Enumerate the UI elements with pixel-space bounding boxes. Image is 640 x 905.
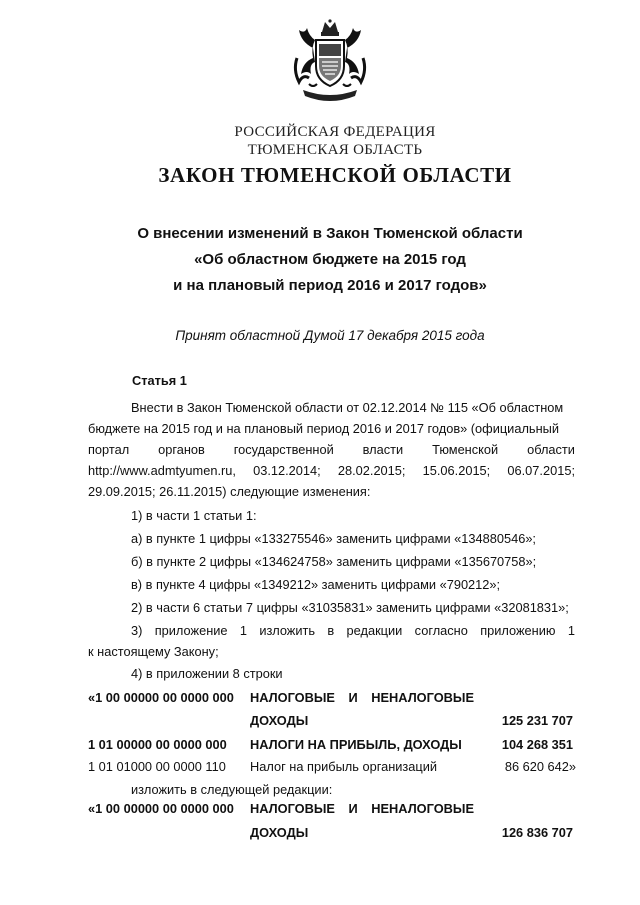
intro-line-1: Внести в Закон Тюменской области от 02.12.2014 № 115 «Об областном bbox=[131, 400, 564, 415]
word: государственной bbox=[233, 442, 334, 457]
item-4: 4) в приложении 8 строки bbox=[131, 666, 283, 681]
budget-name-line-2: ДОХОДЫ bbox=[250, 713, 309, 728]
item-3-line-1 bbox=[131, 623, 575, 638]
word: редакции bbox=[346, 623, 403, 638]
law-title: ЗАКОН ТЮМЕНСКОЙ ОБЛАСТИ bbox=[158, 163, 512, 187]
word: изложить bbox=[259, 623, 316, 638]
link-text: http://www.admtyumen.ru, bbox=[88, 463, 236, 478]
budget-code: «1 00 00000 00 0000 000 bbox=[88, 801, 234, 816]
date: 03.12.2014; bbox=[253, 463, 321, 478]
date: 28.02.2015; bbox=[337, 463, 406, 478]
budget-amount: 126 836 707 bbox=[501, 825, 573, 840]
budget-amount: 86 620 642» bbox=[504, 759, 576, 774]
budget-amount: 104 268 351 bbox=[501, 737, 573, 752]
article-title: Статья 1 bbox=[132, 373, 187, 388]
word: приложению bbox=[480, 623, 556, 638]
header-region: ТЮМЕНСКАЯ ОБЛАСТЬ bbox=[247, 142, 423, 158]
word: органов bbox=[158, 442, 205, 457]
word: области bbox=[527, 442, 575, 457]
item-2: 2) в части 6 статьи 7 цифры «31035831» заменить цифрами «32081831»; bbox=[131, 600, 569, 615]
word: И bbox=[348, 801, 358, 816]
item-3-line-2: к настоящему Закону; bbox=[88, 644, 219, 659]
word: власти bbox=[362, 442, 404, 457]
word: НЕНАЛОГОВЫЕ bbox=[371, 801, 474, 816]
item-1a: а) в пункте 1 цифры «133275546» заменить цифрами «134880546»; bbox=[131, 531, 536, 546]
date: 15.06.2015; bbox=[422, 463, 491, 478]
word: в bbox=[327, 623, 335, 638]
subject-line-1: О внесении изменений в Закон Тюменской области bbox=[137, 225, 523, 242]
word: НАЛОГОВЫЕ bbox=[250, 690, 335, 705]
budget-name: НАЛОГИ НА ПРИБЫЛЬ, ДОХОДЫ bbox=[250, 737, 462, 752]
word: приложение bbox=[154, 623, 228, 638]
date: 06.07.2015; bbox=[507, 463, 575, 478]
header-country: РОССИЙСКАЯ ФЕДЕРАЦИЯ bbox=[234, 124, 436, 140]
budget-name bbox=[250, 801, 474, 816]
item-1b: б) в пункте 2 цифры «134624758» заменить цифрами «135670758»; bbox=[131, 554, 537, 569]
item-1c: в) в пункте 4 цифры «1349212» заменить цифрами «790212»; bbox=[131, 577, 501, 592]
word: 1 bbox=[239, 623, 247, 638]
budget-amount: 125 231 707 bbox=[501, 713, 573, 728]
budget-name bbox=[250, 690, 474, 705]
word: НЕНАЛОГОВЫЕ bbox=[371, 690, 474, 705]
item-1: 1) в части 1 статьи 1: bbox=[131, 508, 257, 523]
word: согласно bbox=[414, 623, 468, 638]
intro-line-3 bbox=[88, 442, 575, 457]
budget-code: 1 01 00000 00 0000 000 bbox=[88, 737, 227, 752]
word: НАЛОГОВЫЕ bbox=[250, 801, 335, 816]
word: портал bbox=[88, 442, 130, 457]
intro-line-2: бюджете на 2015 год и на плановый период 2016 и 2017 годов» (официальный bbox=[88, 421, 559, 436]
budget-name: Налог на прибыль организаций bbox=[250, 759, 438, 774]
budget-name-line-2: ДОХОДЫ bbox=[250, 825, 309, 840]
subject-line-2: «Об областном бюджете на 2015 год bbox=[194, 251, 466, 268]
word: 3) bbox=[131, 623, 143, 638]
adoption-note: Принят областной Думой 17 декабря 2015 года bbox=[175, 328, 485, 343]
word: И bbox=[348, 690, 358, 705]
word: 1 bbox=[567, 623, 575, 638]
word: Тюменской bbox=[432, 442, 499, 457]
intro-line-4 bbox=[88, 463, 575, 478]
replace-phrase: изложить в следующей редакции: bbox=[131, 782, 333, 797]
budget-code: 1 01 01000 00 0000 110 bbox=[88, 759, 226, 774]
intro-line-5: 29.09.2015; 26.11.2015) следующие изменения: bbox=[88, 484, 371, 499]
subject-line-3: и на плановый период 2016 и 2017 годов» bbox=[173, 277, 487, 294]
tyumen-coat-of-arms-icon bbox=[289, 18, 371, 108]
budget-code: «1 00 00000 00 0000 000 bbox=[88, 690, 234, 705]
